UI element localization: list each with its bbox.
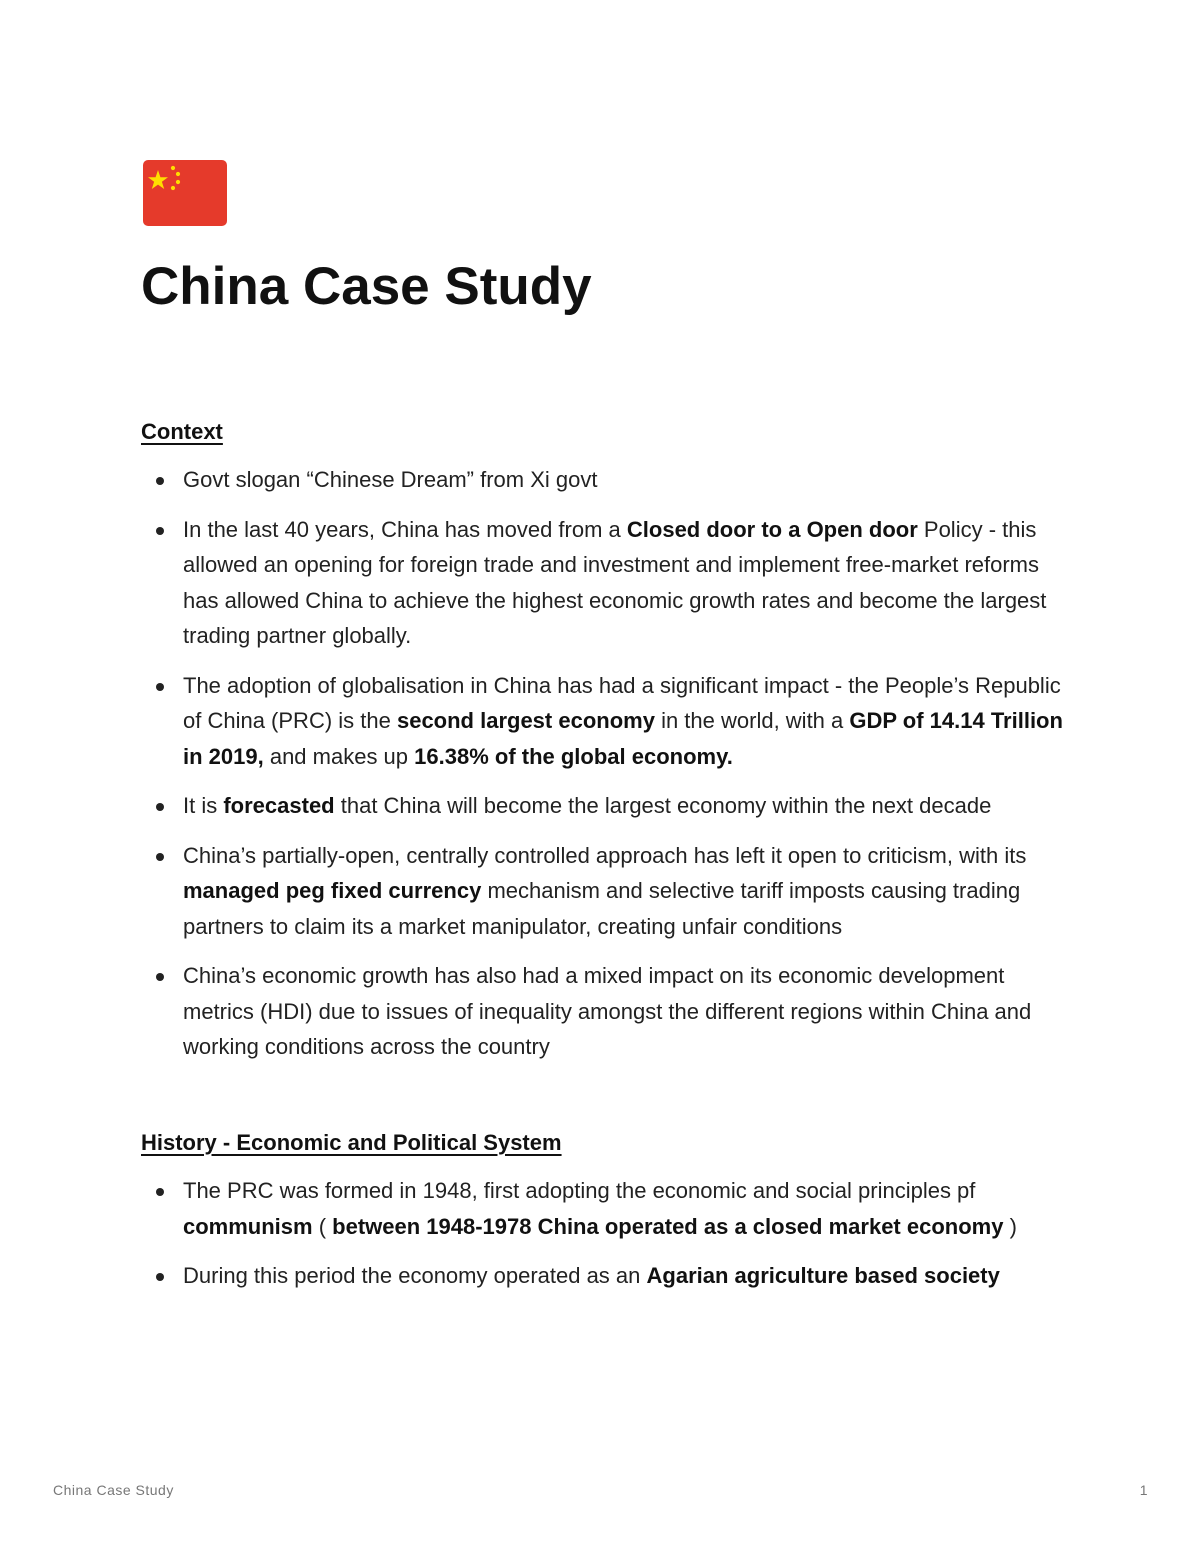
text-run: Govt slogan “Chinese Dream” from Xi govt — [183, 467, 598, 492]
bold-text: communism — [183, 1213, 313, 1239]
bold-text: managed peg fixed currency — [183, 878, 482, 903]
section-heading-context: Context — [141, 419, 223, 444]
bullet-item — [140, 838, 1070, 945]
bullet-item — [140, 668, 1070, 775]
footer-page-number: 1 — [1139, 1482, 1148, 1498]
text-run: In the last 40 years, China has moved from a — [183, 516, 627, 542]
text-run: It is — [183, 793, 224, 818]
bold-text: between 1948-1978 China operated as a closed market economy — [332, 1213, 1004, 1239]
bold-text: GDP of 14.14 Trillion in 2019, — [183, 708, 1063, 769]
text-run: that China will become the largest economy within the next decade — [334, 793, 992, 818]
bold-text: Closed door to a Open door — [626, 516, 918, 542]
text-run: The PRC was formed in 1948, first adopting the economic and social principles pf — [183, 1178, 976, 1203]
bullet-item — [140, 788, 1070, 824]
text-run: in the world, with a — [654, 708, 850, 733]
bold-text: forecasted — [223, 793, 335, 818]
bullet-item — [140, 512, 1070, 654]
bold-text: second largest economy — [396, 708, 655, 733]
text-run: China’s partially-open, centrally controlled approach has left it open to criticism, with its — [183, 842, 1027, 868]
text-run: and makes up — [263, 743, 415, 769]
china-flag-icon — [143, 160, 227, 226]
text-run: ) — [1003, 1213, 1017, 1239]
bullet-item — [140, 1173, 1070, 1244]
bullet-item — [140, 1258, 1070, 1294]
document-title: China Case Study — [141, 257, 592, 316]
text-run: mechanism and selective tariff imposts causing trading partners to claim its a market manipulator, creating unfair conditions — [183, 878, 1021, 939]
section-heading-history: History - Economic and Political System — [141, 1130, 562, 1155]
bold-text: Agarian agriculture based society — [646, 1263, 1000, 1288]
text-run: Policy - this allowed an opening for foreign trade and investment and implement free-market reforms has allowed China to achieve the highest economic growth rates and become the largest trading partner globally. — [183, 516, 1047, 648]
text-run: ( — [312, 1213, 333, 1239]
bullet-item — [140, 462, 1070, 498]
context-bullet-list — [140, 462, 1070, 1079]
bullet-item — [140, 958, 1070, 1065]
history-bullet-list — [140, 1173, 1070, 1308]
text-run: During this period the economy operated as an — [183, 1263, 647, 1288]
bold-text: 16.38% of the global economy. — [414, 743, 733, 769]
text-run: The adoption of globalisation in China has had a significant impact - the People’s Republic of China (PRC) is the — [183, 672, 1061, 733]
text-run: China’s economic growth has also had a mixed impact on its economic development metrics (HDI) due to issues of inequality amongst the different regions within China and working conditions across the country — [183, 963, 1032, 1059]
footer-document-title: China Case Study — [53, 1482, 174, 1498]
